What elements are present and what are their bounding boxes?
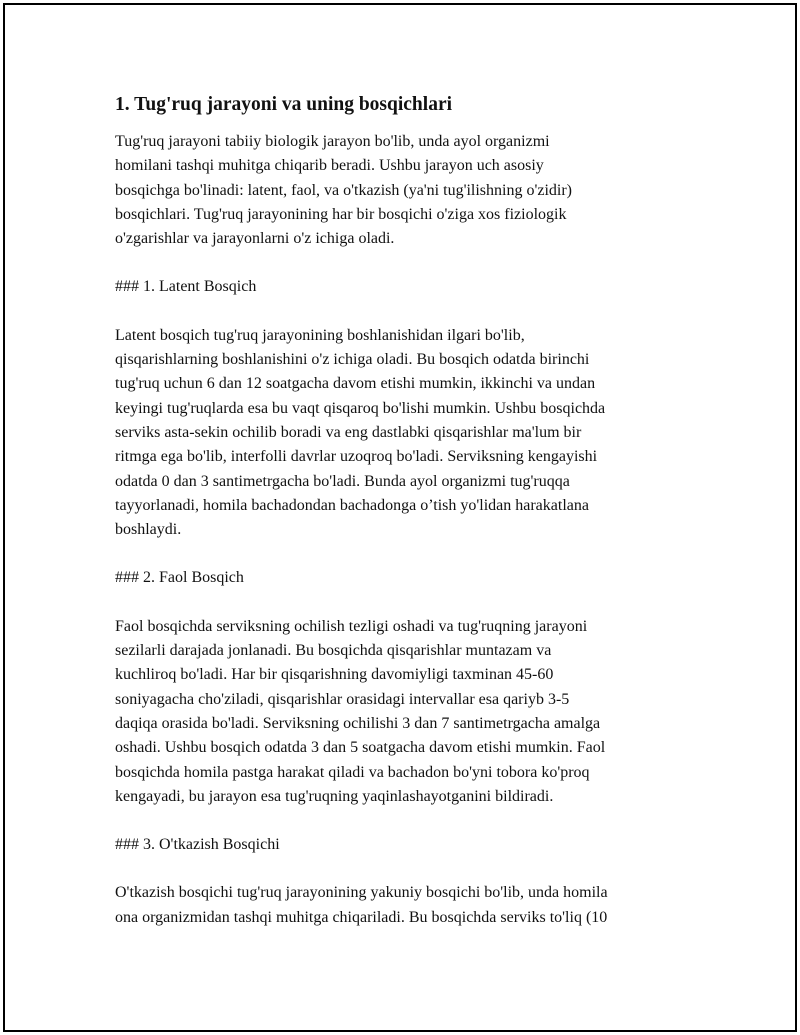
text-line: serviks asta-sekin ochilib boradi va eng dastlabki qisqarishlar ma'lum bir <box>115 423 582 441</box>
text-line: qisqarishlarning boshlanishini o'z ichiga oladi. Bu bosqich odatda birinchi <box>115 351 590 369</box>
text-line: tayyorlanadi, homila bachadondan bachadonga o’tish yo'lidan harakatlana <box>115 496 589 514</box>
text-line: ona organizmidan tashqi muhitga chiqariladi. Bu bosqichda serviks to'liq (10 <box>115 908 608 926</box>
document-title: 1. Tug'ruq jarayoni va uning bosqichlari <box>115 94 453 115</box>
text-line: Tug'ruq jarayoni tabiiy biologik jarayon bo'lib, unda ayol organizmi <box>115 133 550 150</box>
document-body <box>115 92 705 954</box>
text-line: daqiqa orasida bo'ladi. Serviksning ochilishi 3 dan 7 santimetrgacha amalga <box>115 714 601 732</box>
section-paragraph-otkazish <box>115 881 705 930</box>
section-heading-latent: ### 1. Latent Bosqich <box>115 278 257 296</box>
text-line: homilani tashqi muhitga chiqarib beradi. Ushbu jarayon uch asosiy <box>115 157 544 175</box>
text-line: boshlaydi. <box>115 521 182 539</box>
section-heading-faol: ### 2. Faol Bosqich <box>115 569 244 587</box>
text-line: bosqichlari. Tug'ruq jarayonining har bir bosqichi o'ziga xos fiziologik <box>115 205 567 223</box>
text-line: o'zgarishlar va jarayonlarni o'z ichiga oladi. <box>115 230 395 248</box>
text-line: ritmga ega bo'lib, interfolli davrlar uzoqroq bo'ladi. Serviksning kengayishi <box>115 448 598 466</box>
text-line: sezilarli darajada jonlanadi. Bu bosqichda qisqarishlar muntazam va <box>115 642 552 660</box>
section-paragraph-faol <box>115 615 705 809</box>
text-line: kuchliroq bo'ladi. Har bir qisqarishning davomiyligi taxminan 45-60 <box>115 666 554 684</box>
section-paragraph-latent <box>115 324 705 543</box>
text-line: bosqichga bo'linadi: latent, faol, va o'tkazish (ya'ni tug'ilishning o'zidir) <box>115 181 572 199</box>
text-line: bosqichda homila pastga harakat qiladi va bachadon bo'yni tobora ko'proq <box>115 763 590 781</box>
section-heading-otkazish: ### 3. O'tkazish Bosqichi <box>115 836 280 854</box>
text-line: Latent bosqich tug'ruq jarayonining boshlanishidan ilgari bo'lib, <box>115 326 525 344</box>
text-line: keyingi tug'ruqlarda esa bu vaqt qisqaroq bo'lishi mumkin. Ushbu bosqichda <box>115 399 606 417</box>
text-line: Faol bosqichda serviksning ochilish tezligi oshadi va tug'ruqning jarayoni <box>115 617 588 635</box>
text-line: tug'ruq uchun 6 dan 12 soatgacha davom etishi mumkin, ikkinchi va undan <box>115 375 596 393</box>
text-line: odatda 0 dan 3 santimetrgacha bo'ladi. Bunda ayol organizmi tug'ruqqa <box>115 472 570 490</box>
intro-paragraph <box>115 130 705 251</box>
text-line: oshadi. Ushbu bosqich odatda 3 dan 5 soatgacha davom etishi mumkin. Faol <box>115 739 606 757</box>
text-line: kengayadi, bu jarayon esa tug'ruqning yaqinlashayotganini bildiradi. <box>115 787 554 805</box>
text-line: soniyagacha cho'ziladi, qisqarishlar orasidagi intervallar esa qariyb 3-5 <box>115 690 570 708</box>
text-line: O'tkazish bosqichi tug'ruq jarayonining yakuniy bosqichi bo'lib, unda homila <box>115 884 608 902</box>
